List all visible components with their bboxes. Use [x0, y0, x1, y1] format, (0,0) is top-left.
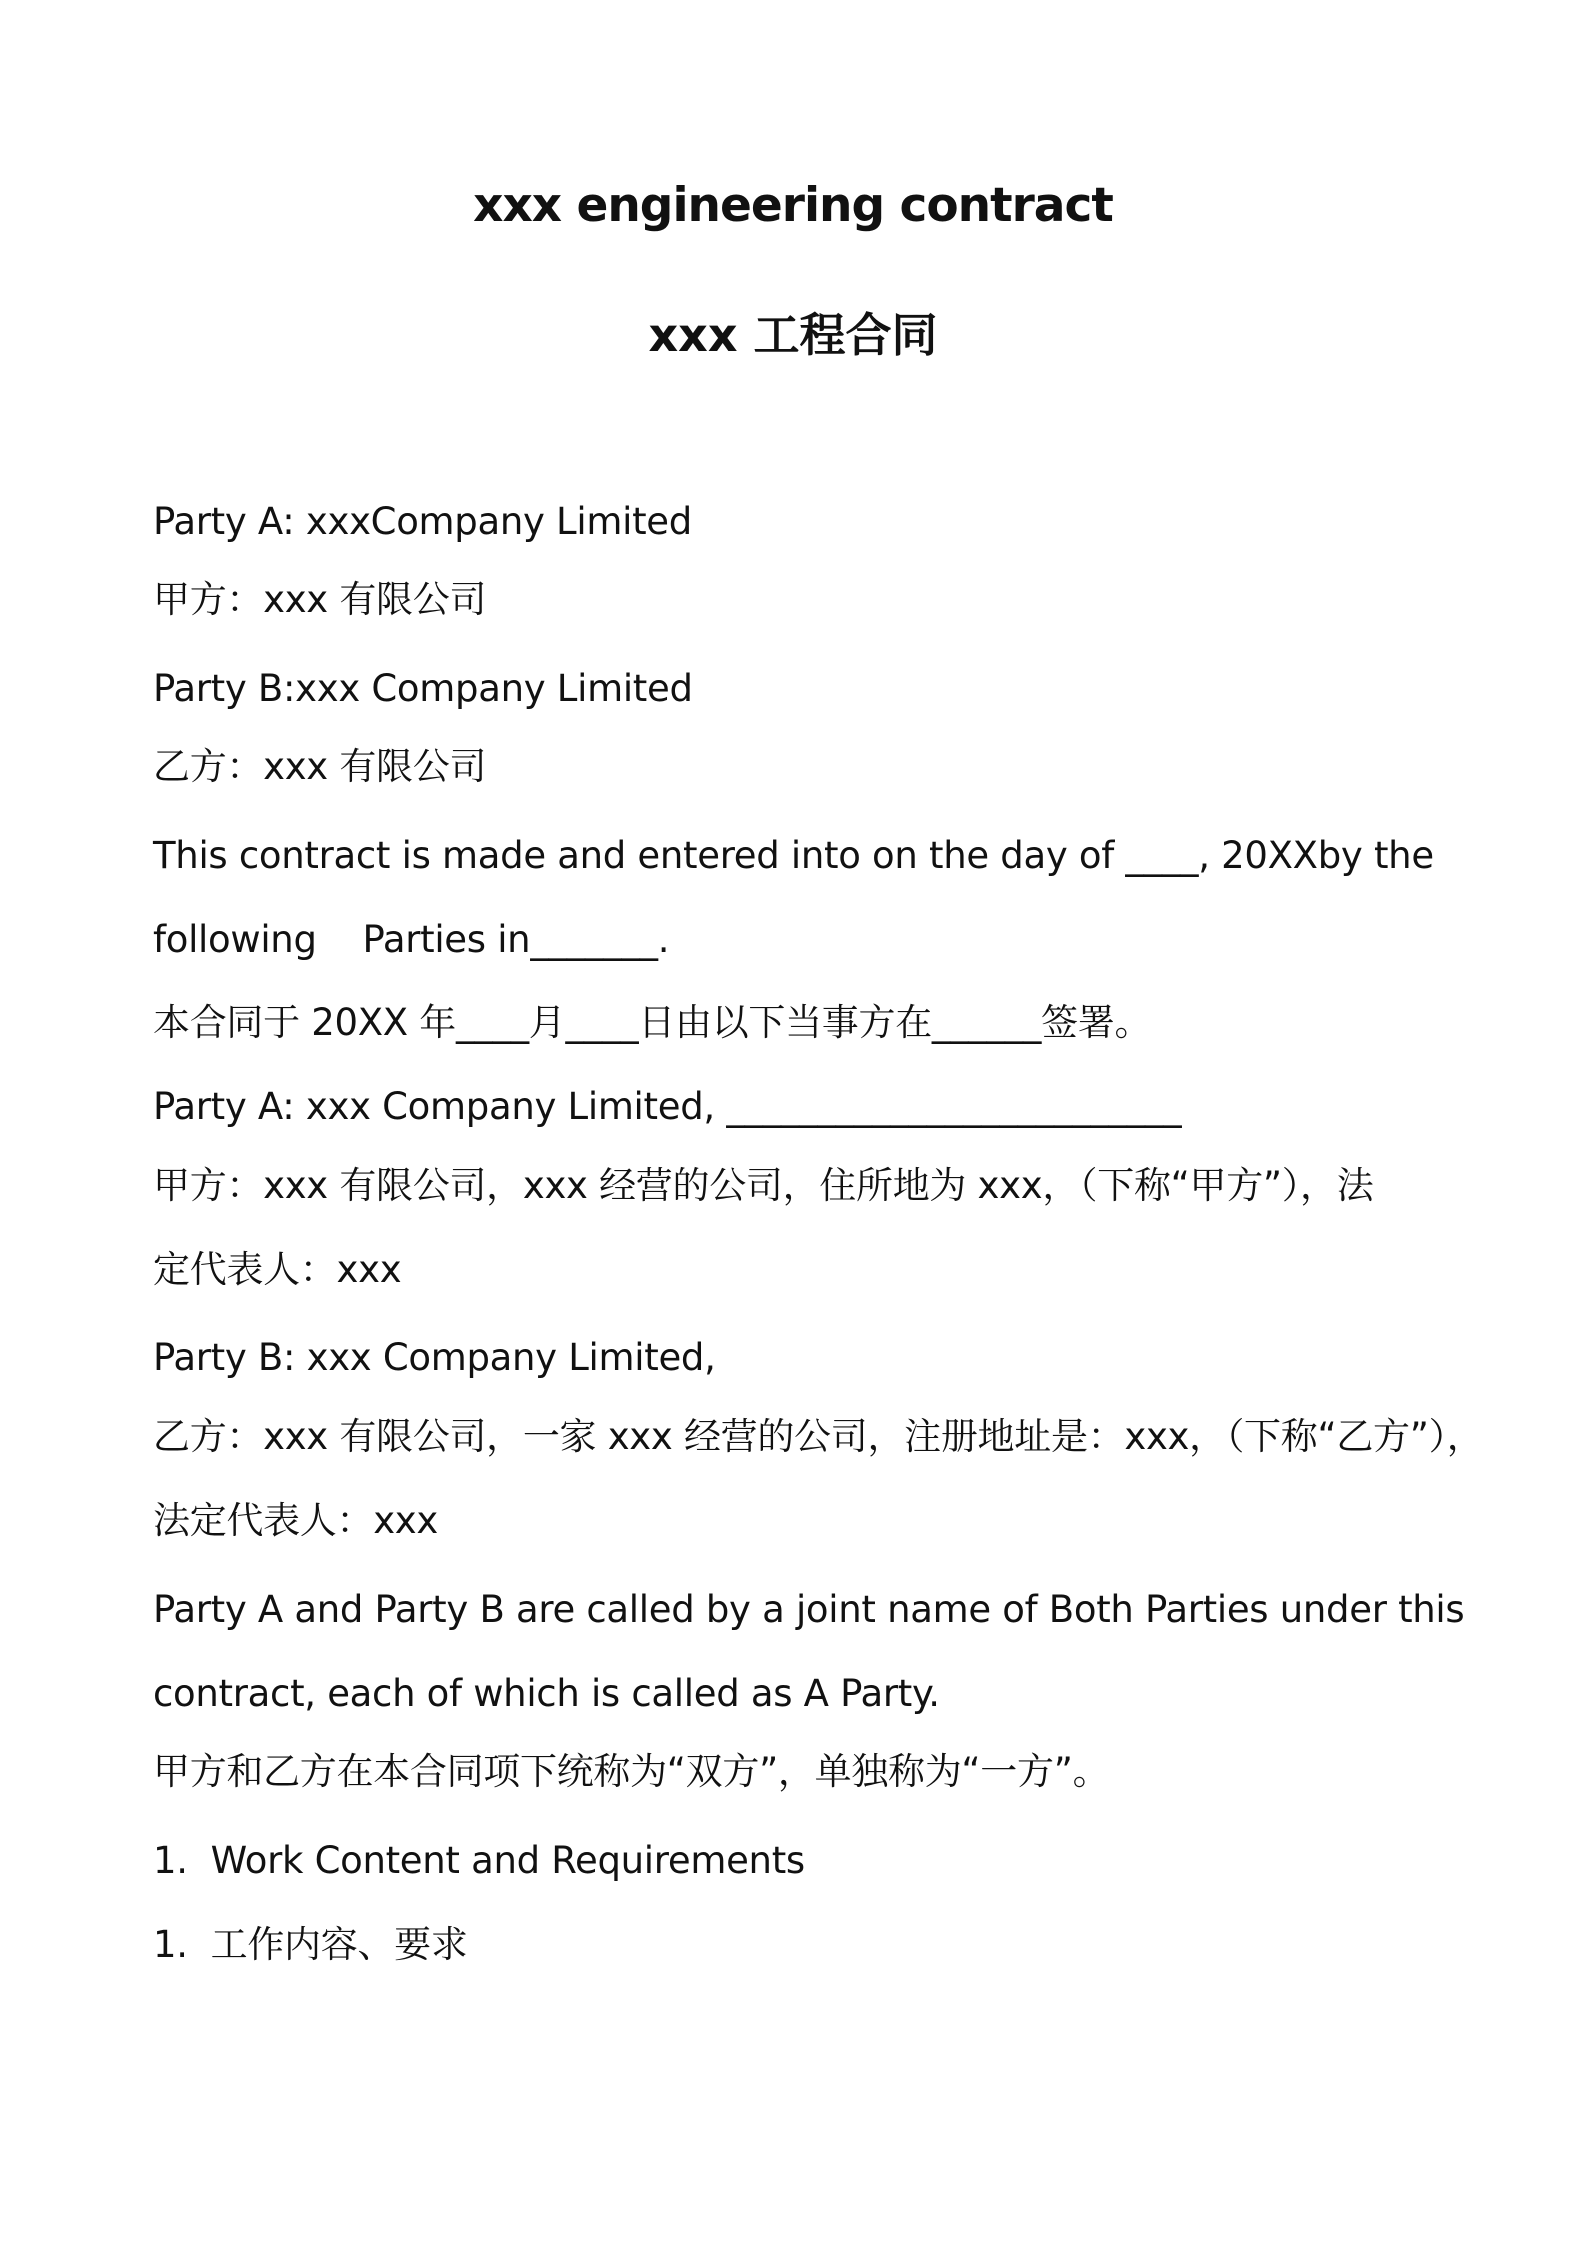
party-a-detail-en: Party A: xxx Company Limited, _________________________ [153, 1085, 1182, 1128]
party-a-name-zh: 甲方：xxx 有限公司 [153, 578, 487, 621]
document-title-chinese: xxx 工程合同 [648, 308, 938, 362]
party-a-name-en: Party A: xxxCompany Limited [153, 500, 692, 543]
contract-date-en-line1: This contract is made and entered into on the day of ____, 20XXby the [153, 834, 1434, 877]
party-b-detail-zh-line2: 法定代表人：xxx [153, 1499, 438, 1542]
section-1-heading-zh: 1. 工作内容、要求 [153, 1923, 468, 1966]
contract-date-zh: 本合同于 20XX 年____月____日由以下当事方在______签署。 [153, 1001, 1152, 1044]
contract-date-en-line2: following Parties in_______. [153, 918, 670, 961]
joint-name-en-line1: Party A and Party B are called by a joint name of Both Parties under this [153, 1588, 1465, 1631]
joint-name-zh: 甲方和乙方在本合同项下统称为“双方”，单独称为“一方”。 [153, 1750, 1110, 1793]
party-b-name-zh: 乙方：xxx 有限公司 [153, 745, 487, 788]
party-b-detail-en: Party B: xxx Company Limited, [153, 1336, 716, 1379]
party-b-name-en: Party B:xxx Company Limited [153, 667, 693, 710]
section-1-heading-en: 1. Work Content and Requirements [153, 1839, 805, 1882]
party-a-detail-zh-line2: 定代表人：xxx [153, 1248, 402, 1291]
party-a-detail-zh-line1: 甲方：xxx 有限公司，xxx 经营的公司，住所地为 xxx，（下称“甲方”），法 [153, 1164, 1374, 1207]
party-b-detail-zh-line1: 乙方：xxx 有限公司，一家 xxx 经营的公司，注册地址是：xxx，（下称“乙方”）， [153, 1415, 1484, 1458]
joint-name-en-line2: contract, each of which is called as A Party. [153, 1672, 940, 1715]
document-title-english: xxx engineering contract [473, 178, 1113, 233]
